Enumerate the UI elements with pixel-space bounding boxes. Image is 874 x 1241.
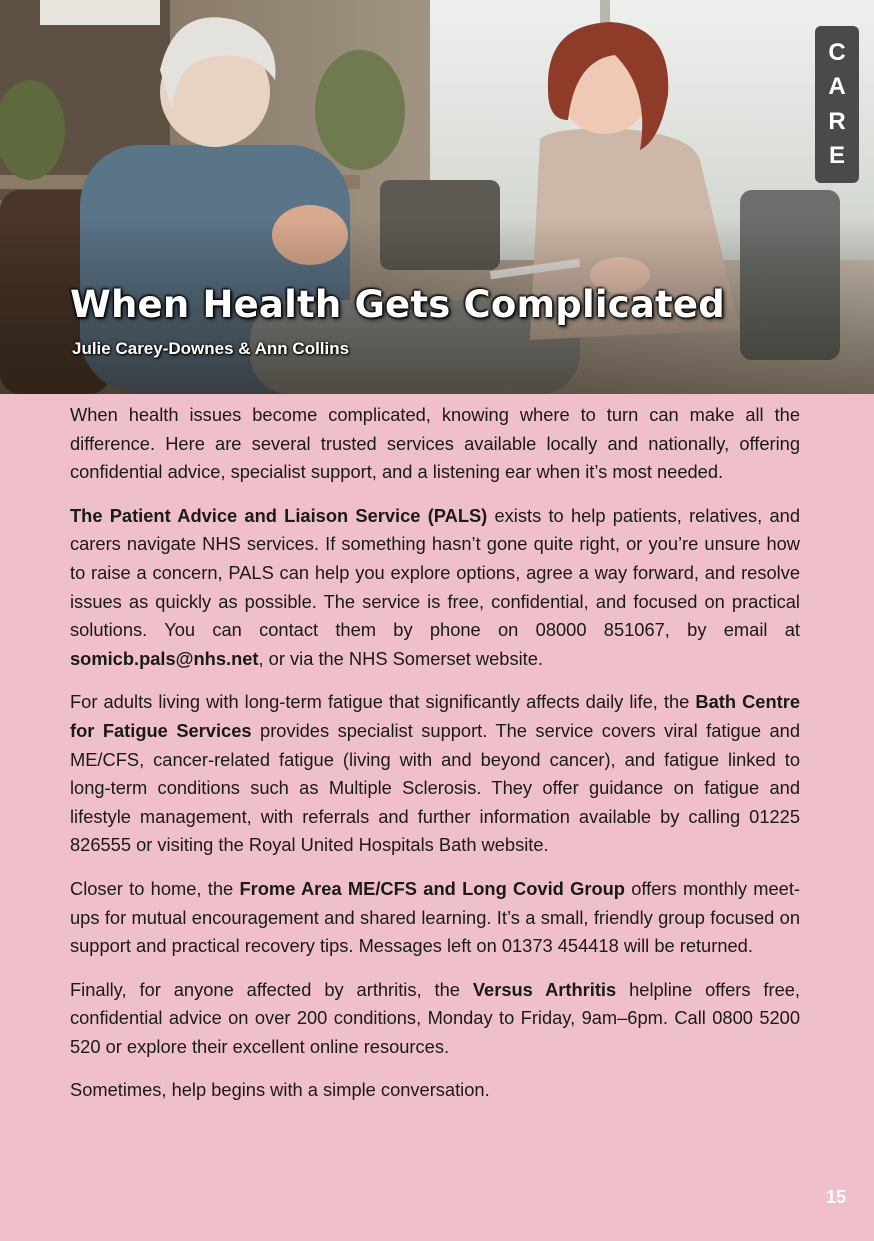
paragraph-text: provides specialist support. The service covers viral fatigue and ME/CFS, cancer-related fatigue (living with and beyond cancer), and fatigue linked to long-term conditions such as Multiple Sclerosis. They offer guidance on fatigue and lifestyle management, with referrals and further information available by calling 01225 826555 or visiting the Royal United Hospitals Bath website. [70, 719, 800, 856]
paragraph-text: , or via the NHS Somerset website. [258, 647, 543, 669]
article-title: When Health Gets Complicated [70, 283, 725, 326]
paragraph-text: Closer to home, the [70, 877, 240, 899]
paragraph-text: When health issues become complicated, knowing where to turn can make all the difference. Here are several trusted services available locally and nationally, offering confidential advice, specialist support, and a listening ear when it’s most needed. [70, 404, 800, 483]
hero-photo [0, 0, 874, 394]
article-byline: Julie Carey-Downes & Ann Collins [72, 339, 350, 358]
intro-paragraph [70, 401, 800, 487]
service-name-bath-fatigue: Bath Centre for Fatigue Services [70, 691, 800, 741]
article-body [70, 401, 800, 1120]
paragraph-text: helpline offers free, confidential advice on over 200 conditions, Monday to Friday, 9am–6pm. Call 0800 5200 520 or explore their excellent online resources. [70, 978, 800, 1057]
frome-paragraph [70, 875, 800, 961]
paragraph-text: exists to help patients, relatives, and carers navigate NHS services. If something hasn’t gone quite right, or you’re unsure how to raise a concern, PALS can help you explore options, agree a way forward, and resolve issues as quickly as possible. The service is free, confidential, and focused on practical solutions. You can contact them by phone on 08000 851067, by email at [70, 504, 800, 641]
paragraph-text: Finally, for anyone affected by arthritis, the [70, 978, 473, 1000]
section-tab-care [815, 26, 859, 183]
section-tab-letter: R [828, 107, 846, 135]
paragraph-text: For adults living with long-term fatigue that significantly affects daily life, the [70, 691, 696, 713]
fatigue-paragraph [70, 688, 800, 860]
section-tab-letter: C [828, 38, 846, 66]
pals-email: somicb.pals@nhs.net [70, 647, 259, 669]
closing-paragraph [70, 1076, 800, 1105]
paragraph-text: offers monthly meet-ups for mutual encouragement and shared learning. It’s a small, friendly group focused on support and practical recovery tips. Messages left on 01373 454418 will be returned. [70, 877, 800, 957]
pals-paragraph [70, 502, 800, 674]
service-name-frome-group: Frome Area ME/CFS and Long Covid Group [239, 877, 625, 899]
page-number: 15 [826, 1187, 847, 1207]
arthritis-paragraph [70, 976, 800, 1062]
paragraph-text: Sometimes, help begins with a simple conversation. [70, 1079, 490, 1101]
service-name-versus-arthritis: Versus Arthritis [472, 978, 617, 1000]
section-tab-letter: A [828, 73, 846, 101]
section-tab-letter: E [828, 142, 845, 170]
service-name-pals: The Patient Advice and Liaison Service (PALS) [70, 504, 488, 526]
hero-illustration [0, 0, 874, 394]
